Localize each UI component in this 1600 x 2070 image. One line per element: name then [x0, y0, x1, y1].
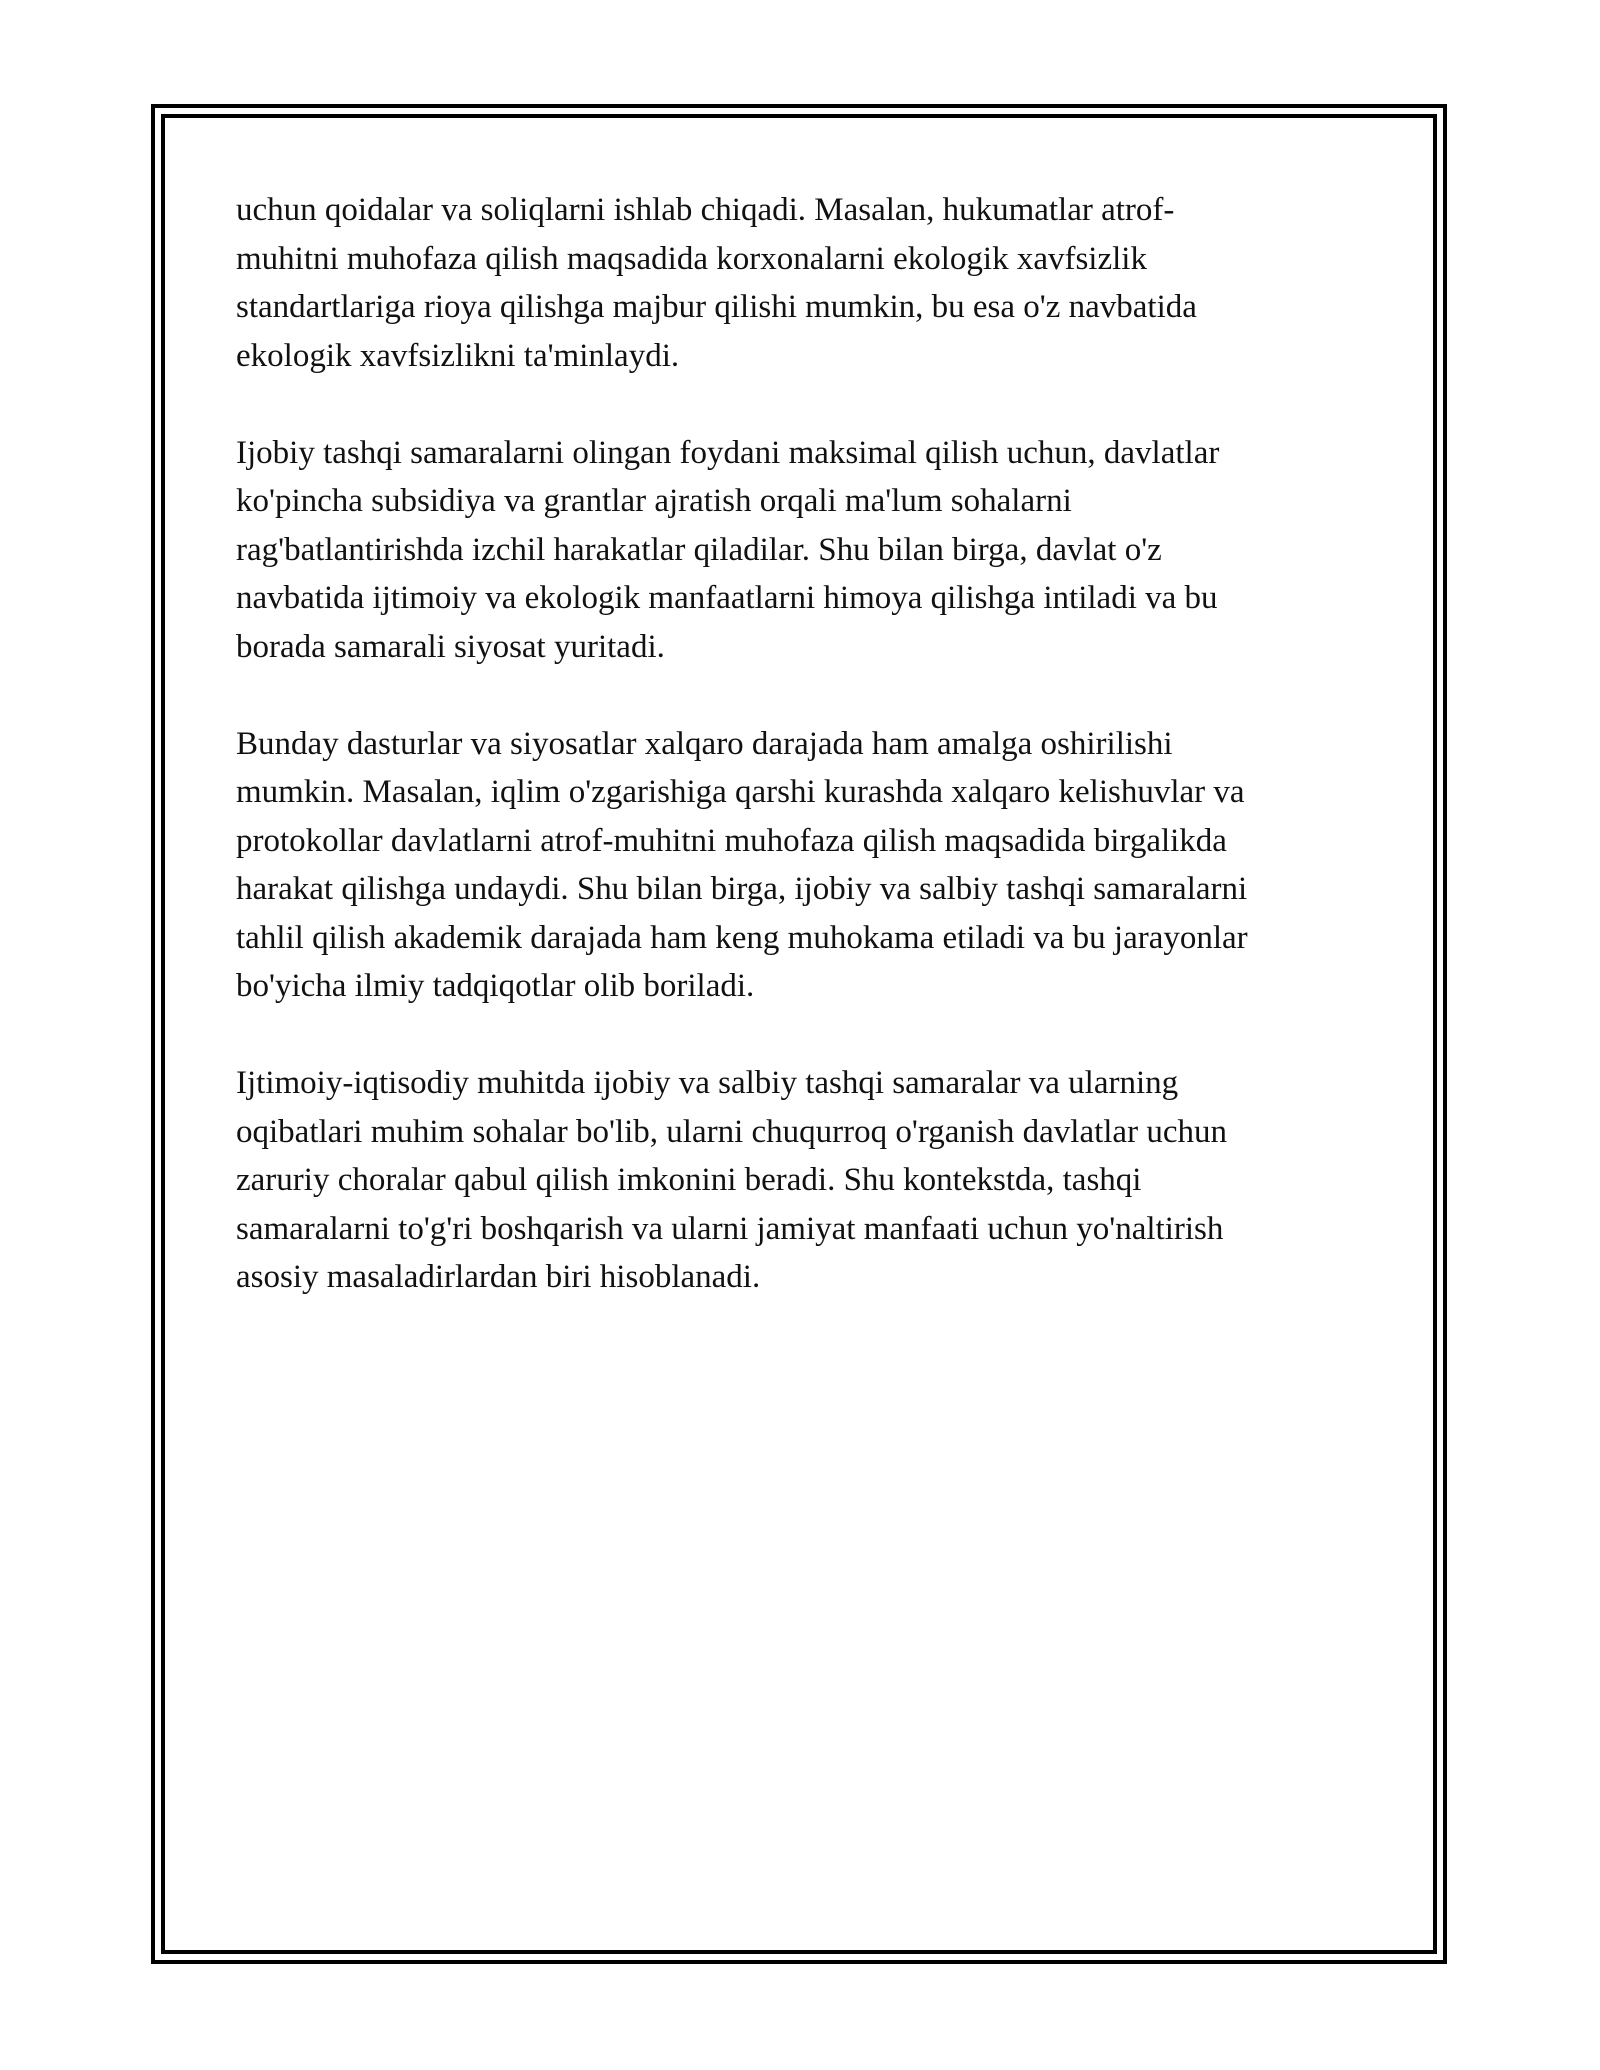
- document-body: [236, 186, 1376, 1350]
- paragraph-2: Ijobiy tashqi samaralarni olingan foydani maksimal qilish uchun, davlatlar ko'pincha subsidiya va grantlar ajratish orqali ma'lum sohalarni rag'batlantirishda izchil harakatlar qiladilar. Shu bilan birga, davlat o'z navbatida ijtimoiy va ekologik manfaatlarni himoya qilishga intiladi va bu borada samarali siyosat yuritadi.: [236, 434, 1220, 665]
- paragraph-3: Bunday dasturlar va siyosatlar xalqaro darajada ham amalga oshirilishi mumkin. Masalan, iqlim o'zgarishiga qarshi kurashda xalqaro kelishuvlar va protokollar davlatlarni atrof-muhitni muhofaza qilish maqsadida birgalikda harakat qilishga undaydi. Shu bilan birga, ijobiy va salbiy tashqi samaralarni tahlil qilish akademik darajada ham keng muhokama etiladi va bu jarayonlar bo'yicha ilmiy tadqiqotlar olib boriladi.: [236, 725, 1248, 1004]
- paragraph-4: Ijtimoiy-iqtisodiy muhitda ijobiy va salbiy tashqi samaralar va ularning oqibatlari muhim sohalar bo'lib, ularni chuqurroq o'rganish davlatlar uchun zaruriy choralar qabul qilish imkonini beradi. Shu kontekstda, tashqi samaralarni to'g'ri boshqarish va ularni jamiyat manfaati uchun yo'naltirish asosiy masaladirlardan biri hisoblanadi.: [236, 1065, 1227, 1295]
- paragraph-1: uchun qoidalar va soliqlarni ishlab chiqadi. Masalan, hukumatlar atrof- muhitni muhofaza qilish maqsadida korxonalarni ekologik xavfsizlik standartlariga rioya qilishga majbur qilishi mumkin, bu esa o'z navbatida ekologik xavfsizlikni ta'minlaydi.: [236, 192, 1197, 374]
